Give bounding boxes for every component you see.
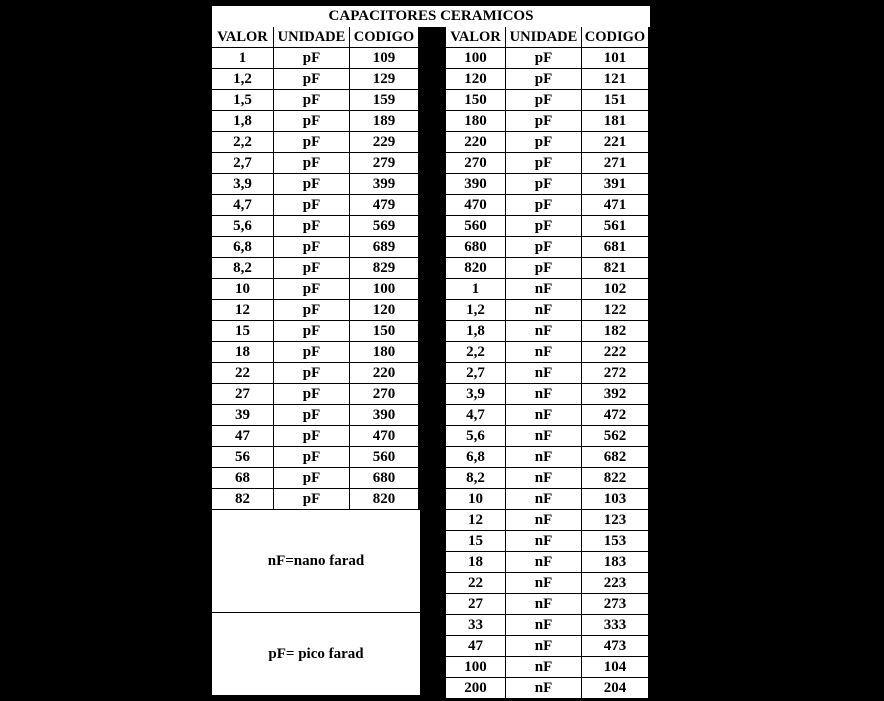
right-cell-codigo: 681 bbox=[582, 237, 648, 257]
right-cell-codigo: 471 bbox=[582, 195, 648, 215]
left-cell-unidade: pF bbox=[274, 279, 349, 299]
left-cell-unidade: pF bbox=[274, 69, 349, 89]
right-cell-valor: 15 bbox=[446, 531, 505, 551]
left-header-valor: VALOR bbox=[212, 27, 273, 47]
left-cell-codigo: 180 bbox=[350, 342, 418, 362]
left-cell-unidade: pF bbox=[274, 405, 349, 425]
right-cell-unidade: pF bbox=[506, 237, 581, 257]
left-cell-codigo: 159 bbox=[350, 90, 418, 110]
right-cell-unidade: nF bbox=[506, 279, 581, 299]
right-header-codigo: CODIGO bbox=[582, 27, 648, 47]
right-cell-unidade: nF bbox=[506, 657, 581, 677]
right-cell-unidade: nF bbox=[506, 321, 581, 341]
left-cell-valor: 3,9 bbox=[212, 174, 273, 194]
right-cell-valor: 1 bbox=[446, 279, 505, 299]
left-cell-codigo: 129 bbox=[350, 69, 418, 89]
right-cell-unidade: pF bbox=[506, 174, 581, 194]
right-cell-valor: 1,8 bbox=[446, 321, 505, 341]
right-cell-codigo: 222 bbox=[582, 342, 648, 362]
right-cell-unidade: nF bbox=[506, 363, 581, 383]
left-cell-unidade: pF bbox=[274, 132, 349, 152]
left-cell-valor: 12 bbox=[212, 300, 273, 320]
left-cell-unidade: pF bbox=[274, 111, 349, 131]
right-cell-unidade: pF bbox=[506, 132, 581, 152]
left-cell-codigo: 569 bbox=[350, 216, 418, 236]
left-cell-valor: 6,8 bbox=[212, 237, 273, 257]
left-cell-valor: 1,5 bbox=[212, 90, 273, 110]
right-cell-valor: 220 bbox=[446, 132, 505, 152]
right-cell-unidade: pF bbox=[506, 153, 581, 173]
note-pico-farad: pF= pico farad bbox=[212, 613, 420, 695]
left-cell-unidade: pF bbox=[274, 447, 349, 467]
right-cell-valor: 470 bbox=[446, 195, 505, 215]
right-cell-unidade: nF bbox=[506, 426, 581, 446]
left-cell-unidade: pF bbox=[274, 363, 349, 383]
right-cell-codigo: 273 bbox=[582, 594, 648, 614]
right-cell-codigo: 271 bbox=[582, 153, 648, 173]
left-cell-unidade: pF bbox=[274, 426, 349, 446]
right-cell-codigo: 122 bbox=[582, 300, 648, 320]
left-cell-codigo: 109 bbox=[350, 48, 418, 68]
right-cell-codigo: 153 bbox=[582, 531, 648, 551]
right-cell-unidade: nF bbox=[506, 615, 581, 635]
left-cell-valor: 1 bbox=[212, 48, 273, 68]
left-cell-codigo: 279 bbox=[350, 153, 418, 173]
left-table bbox=[212, 27, 420, 509]
left-cell-valor: 2,7 bbox=[212, 153, 273, 173]
right-cell-unidade: nF bbox=[506, 384, 581, 404]
right-cell-unidade: nF bbox=[506, 573, 581, 593]
right-header-valor: VALOR bbox=[446, 27, 505, 47]
right-cell-codigo: 272 bbox=[582, 363, 648, 383]
right-cell-valor: 47 bbox=[446, 636, 505, 656]
left-cell-unidade: pF bbox=[274, 342, 349, 362]
right-cell-unidade: nF bbox=[506, 510, 581, 530]
left-cell-valor: 82 bbox=[212, 489, 273, 509]
right-cell-codigo: 561 bbox=[582, 216, 648, 236]
right-cell-codigo: 103 bbox=[582, 489, 648, 509]
right-cell-unidade: nF bbox=[506, 636, 581, 656]
left-cell-codigo: 270 bbox=[350, 384, 418, 404]
left-cell-unidade: pF bbox=[274, 153, 349, 173]
left-cell-valor: 27 bbox=[212, 384, 273, 404]
right-cell-codigo: 104 bbox=[582, 657, 648, 677]
right-cell-valor: 120 bbox=[446, 69, 505, 89]
right-cell-codigo: 821 bbox=[582, 258, 648, 278]
right-cell-valor: 680 bbox=[446, 237, 505, 257]
right-cell-valor: 33 bbox=[446, 615, 505, 635]
right-cell-codigo: 391 bbox=[582, 174, 648, 194]
right-cell-valor: 820 bbox=[446, 258, 505, 278]
right-cell-codigo: 472 bbox=[582, 405, 648, 425]
right-cell-unidade: nF bbox=[506, 468, 581, 488]
right-cell-unidade: nF bbox=[506, 489, 581, 509]
left-cell-codigo: 829 bbox=[350, 258, 418, 278]
right-cell-valor: 100 bbox=[446, 657, 505, 677]
right-cell-codigo: 822 bbox=[582, 468, 648, 488]
left-cell-valor: 68 bbox=[212, 468, 273, 488]
right-cell-unidade: nF bbox=[506, 405, 581, 425]
left-cell-valor: 22 bbox=[212, 363, 273, 383]
left-cell-valor: 47 bbox=[212, 426, 273, 446]
left-cell-unidade: pF bbox=[274, 321, 349, 341]
left-cell-codigo: 680 bbox=[350, 468, 418, 488]
right-cell-valor: 150 bbox=[446, 90, 505, 110]
left-cell-valor: 10 bbox=[212, 279, 273, 299]
left-cell-codigo: 479 bbox=[350, 195, 418, 215]
right-cell-unidade: pF bbox=[506, 258, 581, 278]
right-cell-valor: 560 bbox=[446, 216, 505, 236]
right-cell-valor: 18 bbox=[446, 552, 505, 572]
right-cell-valor: 180 bbox=[446, 111, 505, 131]
right-cell-codigo: 682 bbox=[582, 447, 648, 467]
right-cell-valor: 8,2 bbox=[446, 468, 505, 488]
right-cell-valor: 4,7 bbox=[446, 405, 505, 425]
right-cell-valor: 5,6 bbox=[446, 426, 505, 446]
left-cell-unidade: pF bbox=[274, 90, 349, 110]
right-cell-codigo: 333 bbox=[582, 615, 648, 635]
right-cell-codigo: 204 bbox=[582, 678, 648, 698]
left-cell-valor: 39 bbox=[212, 405, 273, 425]
right-cell-valor: 6,8 bbox=[446, 447, 505, 467]
left-cell-codigo: 390 bbox=[350, 405, 418, 425]
right-cell-unidade: pF bbox=[506, 69, 581, 89]
right-cell-codigo: 392 bbox=[582, 384, 648, 404]
right-cell-valor: 100 bbox=[446, 48, 505, 68]
right-cell-valor: 2,2 bbox=[446, 342, 505, 362]
right-cell-unidade: pF bbox=[506, 195, 581, 215]
left-cell-valor: 1,2 bbox=[212, 69, 273, 89]
right-cell-codigo: 121 bbox=[582, 69, 648, 89]
right-cell-valor: 1,2 bbox=[446, 300, 505, 320]
right-cell-unidade: nF bbox=[506, 678, 581, 698]
right-header-unidade: UNIDADE bbox=[506, 27, 581, 47]
right-cell-codigo: 183 bbox=[582, 552, 648, 572]
right-cell-codigo: 182 bbox=[582, 321, 648, 341]
left-cell-codigo: 560 bbox=[350, 447, 418, 467]
left-cell-codigo: 399 bbox=[350, 174, 418, 194]
right-cell-unidade: pF bbox=[506, 216, 581, 236]
right-cell-unidade: nF bbox=[506, 300, 581, 320]
right-cell-codigo: 223 bbox=[582, 573, 648, 593]
right-cell-codigo: 101 bbox=[582, 48, 648, 68]
right-cell-codigo: 562 bbox=[582, 426, 648, 446]
right-cell-valor: 12 bbox=[446, 510, 505, 530]
right-cell-valor: 270 bbox=[446, 153, 505, 173]
left-cell-unidade: pF bbox=[274, 300, 349, 320]
right-cell-codigo: 102 bbox=[582, 279, 648, 299]
left-cell-unidade: pF bbox=[274, 258, 349, 278]
left-cell-unidade: pF bbox=[274, 237, 349, 257]
right-cell-valor: 390 bbox=[446, 174, 505, 194]
left-cell-unidade: pF bbox=[274, 174, 349, 194]
left-cell-unidade: pF bbox=[274, 48, 349, 68]
left-header-unidade: UNIDADE bbox=[274, 27, 349, 47]
left-cell-codigo: 100 bbox=[350, 279, 418, 299]
right-cell-unidade: nF bbox=[506, 447, 581, 467]
right-cell-codigo: 123 bbox=[582, 510, 648, 530]
right-cell-codigo: 473 bbox=[582, 636, 648, 656]
left-cell-codigo: 189 bbox=[350, 111, 418, 131]
left-cell-valor: 8,2 bbox=[212, 258, 273, 278]
right-cell-valor: 2,7 bbox=[446, 363, 505, 383]
right-cell-codigo: 151 bbox=[582, 90, 648, 110]
right-cell-unidade: pF bbox=[506, 48, 581, 68]
capacitor-sheet bbox=[210, 6, 650, 695]
right-cell-codigo: 221 bbox=[582, 132, 648, 152]
right-cell-unidade: pF bbox=[506, 111, 581, 131]
left-cell-unidade: pF bbox=[274, 216, 349, 236]
right-table bbox=[446, 27, 650, 698]
left-cell-valor: 2,2 bbox=[212, 132, 273, 152]
left-cell-valor: 1,8 bbox=[212, 111, 273, 131]
right-cell-unidade: pF bbox=[506, 90, 581, 110]
left-cell-unidade: pF bbox=[274, 468, 349, 488]
note-nano-farad: nF=nano farad bbox=[212, 510, 420, 612]
left-header-codigo: CODIGO bbox=[350, 27, 418, 47]
left-cell-codigo: 470 bbox=[350, 426, 418, 446]
left-cell-valor: 5,6 bbox=[212, 216, 273, 236]
right-cell-unidade: nF bbox=[506, 552, 581, 572]
right-cell-valor: 27 bbox=[446, 594, 505, 614]
right-cell-valor: 3,9 bbox=[446, 384, 505, 404]
left-cell-unidade: pF bbox=[274, 384, 349, 404]
left-cell-valor: 18 bbox=[212, 342, 273, 362]
right-cell-codigo: 181 bbox=[582, 111, 648, 131]
right-cell-valor: 200 bbox=[446, 678, 505, 698]
left-cell-codigo: 689 bbox=[350, 237, 418, 257]
left-cell-codigo: 220 bbox=[350, 363, 418, 383]
left-cell-valor: 4,7 bbox=[212, 195, 273, 215]
left-cell-unidade: pF bbox=[274, 489, 349, 509]
sheet-title: CAPACITORES CERAMICOS bbox=[212, 6, 650, 27]
right-cell-unidade: nF bbox=[506, 531, 581, 551]
right-cell-valor: 10 bbox=[446, 489, 505, 509]
left-cell-unidade: pF bbox=[274, 195, 349, 215]
right-cell-valor: 22 bbox=[446, 573, 505, 593]
left-cell-codigo: 120 bbox=[350, 300, 418, 320]
left-cell-valor: 56 bbox=[212, 447, 273, 467]
left-cell-codigo: 229 bbox=[350, 132, 418, 152]
right-cell-unidade: nF bbox=[506, 342, 581, 362]
left-cell-codigo: 150 bbox=[350, 321, 418, 341]
left-cell-codigo: 820 bbox=[350, 489, 418, 509]
right-cell-unidade: nF bbox=[506, 594, 581, 614]
left-cell-valor: 15 bbox=[212, 321, 273, 341]
